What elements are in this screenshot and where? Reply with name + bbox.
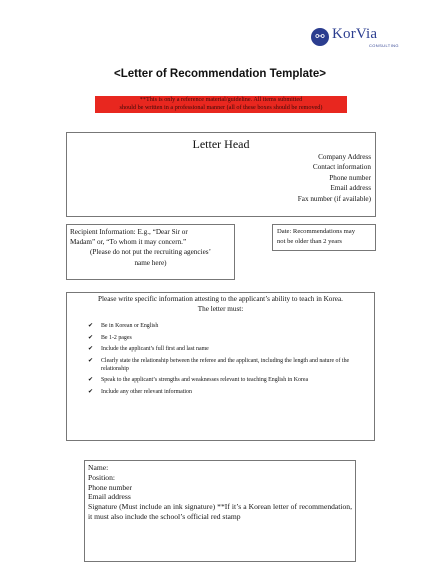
checkmark-icon: ✔	[88, 356, 94, 364]
signature-line: Signature (Must include an ink signature) **If it’s a Korean letter of recommendation, it must also include the school’s official red stamp	[88, 502, 352, 521]
contact-info-line: Contact information	[312, 163, 371, 172]
warning-line-2: should be written in a professional manner (all of these boxes should be removed)	[119, 104, 323, 111]
date-line-2: not be older than 2 years	[277, 237, 343, 245]
phone-number-line: Phone number	[329, 173, 371, 182]
checkmark-icon: ✔	[88, 345, 94, 353]
instructions-must: The letter must:	[197, 304, 244, 313]
recipient-box	[66, 224, 235, 280]
recipient-line-2: Madam” or, “To whom it may concern.”	[70, 238, 187, 247]
position-line: Position:	[88, 472, 116, 482]
date-line-1: Date: Recommendations may	[277, 228, 356, 235]
korvia-logo	[311, 27, 411, 51]
logo-tagline: CONSULTING	[369, 43, 399, 48]
email-line: Email address	[88, 492, 131, 502]
warning-banner	[95, 96, 347, 113]
letterhead-title: Letter Head	[192, 137, 250, 151]
recipient-line-1: Recipient Information: E.g., “Dear Sir or	[70, 228, 188, 236]
fax-number-line: Fax number (if available)	[297, 194, 371, 203]
instructions-box	[66, 292, 375, 441]
list-item: ✔ Include the applicant’s full first and last name	[88, 345, 209, 353]
instructions-header	[67, 295, 374, 314]
signature-text	[85, 461, 355, 524]
phone-line: Phone number	[88, 482, 133, 492]
checkmark-icon: ✔	[88, 322, 94, 329]
email-address-line: Email address	[330, 184, 371, 193]
list-item: ✔ Clearly state the relationship between the referee and the applicant, including the length and nature of the relationship	[88, 356, 350, 372]
recipient-line-4: name here)	[134, 258, 167, 267]
checkmark-icon: ✔	[88, 387, 94, 395]
list-item: ✔ Include any other relevant information	[88, 387, 192, 395]
recipient-line-3: (Please do not put the recruiting agencies’	[90, 248, 211, 257]
checkmark-icon: ✔	[88, 376, 94, 384]
letterhead-box	[66, 132, 376, 217]
logo-brand-text: KorVia	[332, 26, 378, 42]
list-item: ✔ Be in Korean or English	[88, 322, 159, 329]
name-line: Name:	[88, 463, 109, 472]
checkmark-icon: ✔	[88, 333, 94, 341]
page-title: <Letter of Recommendation Template>	[114, 68, 326, 80]
list-item: ✔ Speak to the applicant’s strengths and weaknesses relevant to teaching English in Korea	[88, 376, 309, 384]
logo-globe-icon: ⚯	[311, 28, 329, 46]
recipient-text	[67, 225, 234, 270]
instructions-intro: Please write specific information attesting to the applicant’s ability to teach in Korea.	[98, 295, 343, 303]
signature-box	[84, 460, 356, 562]
date-box	[272, 224, 376, 251]
date-text	[273, 225, 375, 248]
letterhead-details	[298, 152, 371, 204]
warning-line-1: **This is only a reference material/guideline. All items submitted	[139, 96, 303, 103]
requirements-list	[67, 322, 367, 400]
company-address-line: Company Address	[318, 153, 371, 161]
list-item: ✔ Be 1-2 pages	[88, 333, 132, 341]
